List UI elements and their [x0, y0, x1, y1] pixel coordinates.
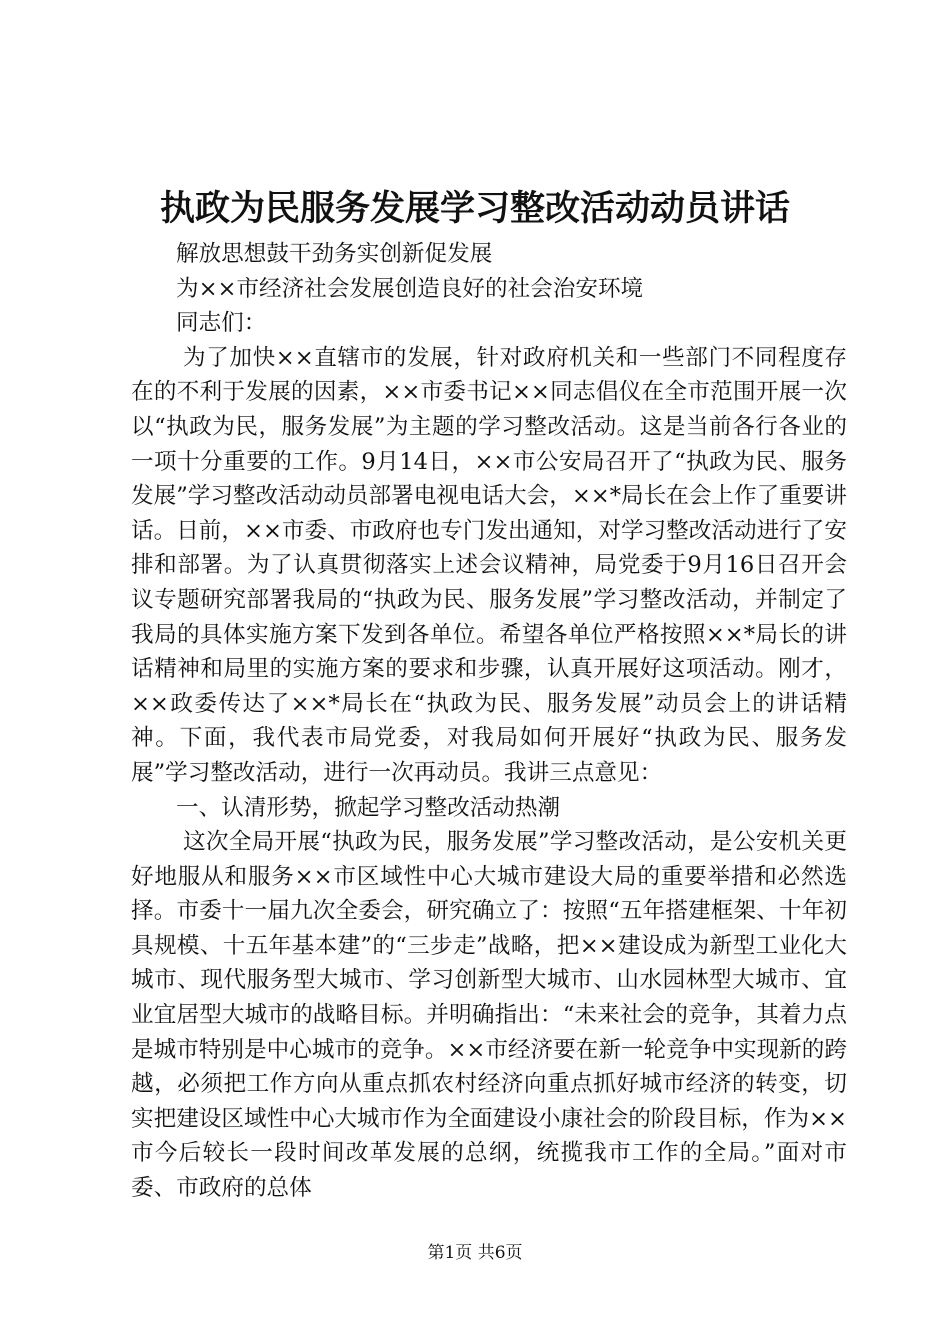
subtitle-line-2: 为××市经济社会发展创造良好的社会治安环境 [176, 275, 644, 302]
subtitle-line-1: 解放思想鼓干劲务实创新促发展 [176, 241, 493, 267]
document-body [131, 237, 847, 1206]
document-title: 执政为民服务发展学习整改活动动员讲话 [159, 188, 790, 229]
paragraph-1: 为了加快××直辖市的发展，针对政府机关和一些部门不同程度存在的不利于发展的因素，××市委书记××同志倡仪在全市范围开展一次以“执政为民，服务发展”为主题的学习整改活动。这是当前各行各业的一项十分重要的工作。9月14日，××市公安局召开了“执政为民、服务发展”学习整改活动动员部署电视电话大会，××*局长在会上作了重要讲话。日前，××市委、市政府也专门发出通知，对学习整改活动进行了安排和部署。为了认真贯彻落实上述会议精神，局党委于9月16日召开会议专题研究部署我局的“执政为民、服务发展”学习整改活动，并制定了我局的具体实施方案下发到各单位。希望各单位严格按照××*局长的讲话精神和局里的实施方案的要求和步骤，认真开展好这项活动。刚才，××政委传达了××*局长在“执政为民、服务发展”动员会上的讲话精神。下面，我代表市局党委，对我局如何开展好“执政为民、服务发展”学习整改活动，进行一次再动员。我讲三点意见： [131, 344, 847, 786]
paragraph-2: 这次全局开展“执政为民，服务发展”学习整改活动，是公安机关更好地服从和服务××市区域性中心大城市建设大局的重要举措和必然选择。市委十一届九次全委会，研究确立了：按照“五年搭建框架、十年初具规模、十五年基本建”的“三步走”战略，把××建设成为新型工业化大城市、现代服务型大城市、学习创新型大城市、山水园林型大城市、宜业宜居型大城市的战略目标。并明确指出：“未来社会的竞争，其着力点是城市特别是中心城市的竞争。××市经济要在新一轮竞争中实现新的跨越，必须把工作方向从重点抓农村经济向重点抓好城市经济的转变，切实把建设区域性中心大城市作为全面建设小康社会的阶段目标，作为××市今后较长一段时间改革发展的总纲，统揽我市工作的全局。”面对市委、市政府的总体 [131, 829, 847, 1202]
section-1-heading: 一、认清形势，掀起学习整改活动热潮 [176, 794, 561, 821]
page-footer: 第1页 共6页 [427, 1243, 523, 1263]
salutation: 同志们： [176, 310, 267, 337]
